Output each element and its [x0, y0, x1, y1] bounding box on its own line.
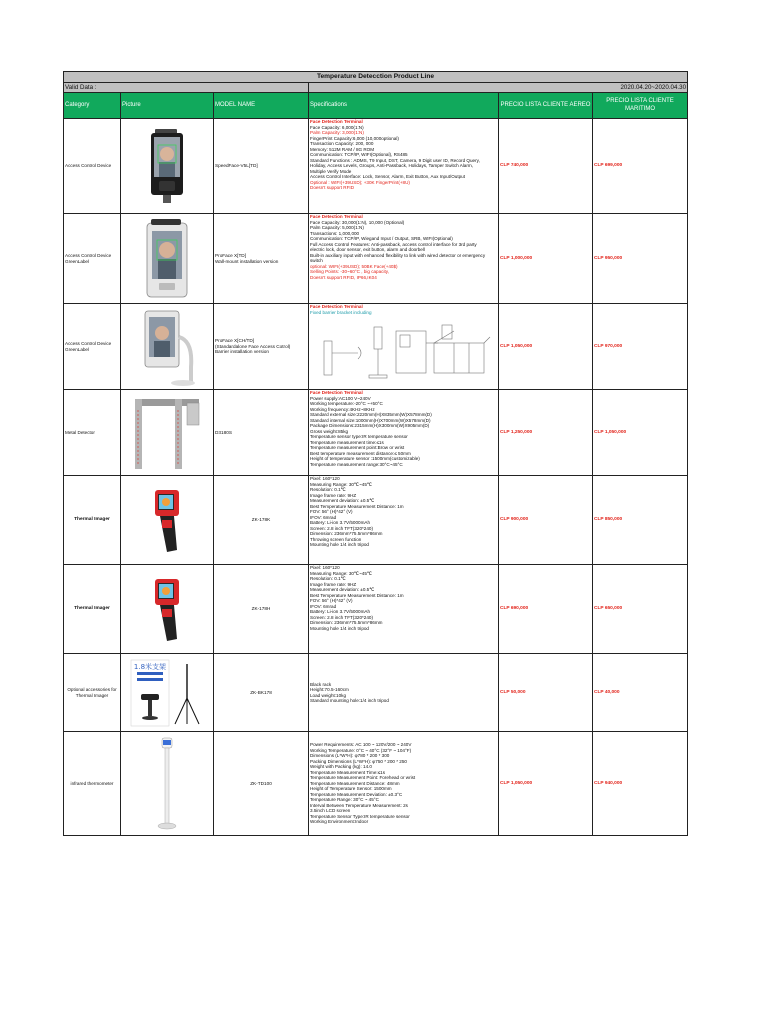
spec-line: Gross weight:85kg	[310, 428, 349, 434]
spec-line: Throwing screen function	[310, 536, 362, 542]
row-specs	[309, 304, 499, 390]
row-model	[214, 732, 309, 836]
model-line: ZK-178K	[251, 517, 271, 523]
spec-line: Power supply:AC100 V~240V	[310, 395, 371, 401]
row-specs	[309, 390, 499, 476]
proface-barrier-image	[121, 304, 214, 390]
spec-line: Working Environment:Indoor	[310, 819, 369, 825]
price-air: CLP 740,000	[499, 119, 593, 214]
spec-line: Temperature Measurement Distance: 48mm	[310, 780, 400, 786]
sheet-title: Temperature Detecction Product Line	[64, 72, 688, 83]
price-sea: CLP 699,000	[593, 119, 688, 214]
row-category: Thermal Imager	[64, 565, 121, 654]
spec-line: Face Detection Terminal	[310, 390, 363, 395]
spec-line: Mounting hole 1/4 inch tripod	[310, 542, 369, 547]
spec-line: FingerPrint Capacity:6,000 (10,000optional)	[310, 135, 399, 141]
spec-line: Communication: TCP/IP, WIFI(Optional), RS485	[310, 152, 408, 157]
spec-line: Measuring Range: 30℃~45℃	[310, 570, 373, 576]
spec-line: Load weight:10kg	[310, 692, 347, 698]
spec-line: Temperature Measurement Time:≤1s	[310, 769, 386, 775]
spec-line: FOV: 56° (H)*42° (V)	[310, 598, 353, 603]
spec-line: Access Control Interface: Lock, Sensor, Alarm, Exit Button, Aux Input/Output	[310, 174, 465, 179]
table-row	[64, 654, 688, 732]
price-sea: CLP 40,000	[593, 654, 688, 732]
spec-line: Standard external size:2220mm(H)X835mm(W)X578mm(D)	[310, 412, 432, 417]
col-header-price-sea: PRECIO LISTA CLIENTE MARITIMO	[593, 93, 688, 119]
spec-line: IFOV: 6mrad	[310, 514, 337, 520]
tripod-image	[121, 654, 214, 732]
col-header-model: MODEL NAME	[214, 93, 309, 119]
col-header-specs: Specifications	[309, 93, 499, 119]
spec-line: Mounting hole 1/4 inch tripod	[310, 625, 369, 631]
spec-line: electric lock, door sensor, exit button, alarm and doorbell	[310, 247, 425, 252]
product-price-table	[63, 71, 688, 836]
spec-line: 3.5inch LCD screen	[310, 808, 351, 814]
spec-line: IFOV: 6mrad	[310, 603, 337, 609]
spec-line: Dimensions (L*W*H): φ780 * 200 * 300	[310, 753, 390, 759]
spec-line: Palm Capacity: 3,000(1:N)	[310, 130, 364, 135]
spec-line: Pixel: 160*120	[310, 476, 340, 481]
spec-line: Temperature measurement range:30°C~45°C	[310, 461, 403, 467]
row-model	[214, 119, 309, 214]
spec-line: Communication: TCP/IP, Wiegand Input / Output, SRB, WIFI(Optional)	[310, 236, 453, 241]
spec-line: Palm Capacity: 5,000(1:N)	[310, 225, 364, 230]
spec-line: Working frequency:4KHz~8KHz	[310, 406, 375, 412]
spec-line: Packing Dimensions (L*W*H): φ750 * 200 * 250	[310, 758, 407, 764]
row-category: infrared thermometer	[64, 732, 121, 836]
table-row	[64, 214, 688, 304]
spec-line: Built-in auxiliary input with enhanced flexibility to link with wired detector or emergency	[310, 252, 486, 258]
spec-line: Face Detection Terminal	[310, 119, 363, 124]
spec-line: Height:70.5-160cm	[310, 687, 349, 692]
spec-line: Optional : WIFI(+39USD); +30K FingerPrint(+8U)	[310, 179, 410, 185]
spec-line: Resolution: 0.1℃	[310, 487, 346, 492]
spec-line: Standard mounting hole:1/4 inch tripod	[310, 698, 389, 703]
table-row	[64, 119, 688, 214]
price-air: CLP 1,050,000	[499, 304, 593, 390]
row-specs	[309, 119, 499, 214]
model-line: ProFace X[TD]	[215, 252, 246, 258]
row-model	[214, 565, 309, 654]
valid-data-row	[64, 83, 688, 93]
face-terminal-image	[121, 119, 214, 214]
spec-line: Measurement deviation: ±0.5℃	[310, 498, 375, 503]
header-row	[64, 93, 688, 119]
spec-line: Standard internal size:1000mm(H)X700mm(W)X578mm(D)	[310, 417, 431, 423]
price-sea: CLP 950,000	[593, 214, 688, 304]
price-air: CLP 50,000	[499, 654, 593, 732]
spec-line: Temperature Range: 30°C ~ 45°C	[310, 797, 379, 803]
row-model	[214, 304, 309, 390]
spec-line: Power Requirements: AC 100 ~ 120V/200 ~ 240V	[310, 742, 412, 748]
row-specs	[309, 214, 499, 304]
row-category: Access Control Device	[64, 119, 121, 214]
valid-data-dates: 2020.04.20~2020.04.30	[309, 83, 688, 93]
spec-line: Temperature measurement point:Brow or wrist	[310, 445, 405, 450]
spec-line: optional: WIFI(+39USD); 50BK Face(+40$)	[310, 263, 398, 269]
price-air: CLP 1,050,000	[499, 732, 593, 836]
spec-line: Working temperature:-20°C ~+50°C	[310, 401, 383, 406]
spec-line: FOV: 56° (H)*42° (V)	[310, 509, 353, 514]
model-line: ProFace X[CH/TD]	[215, 338, 255, 344]
row-category: Metal Detector	[64, 390, 121, 476]
spec-line: Package Dimensions:2315mm(H)X300mm(W)X905mm(D)	[310, 423, 430, 428]
table-row	[64, 390, 688, 476]
spec-line: Multiple Verify Mode	[310, 168, 352, 174]
row-model	[214, 654, 309, 732]
barrier-installation-diagram	[314, 317, 494, 381]
spec-line: Temperature Sensor Type:IR temperature sensor	[310, 813, 410, 819]
table-row	[64, 732, 688, 836]
col-header-category: Category	[64, 93, 121, 119]
spec-line: Screen: 2.8 inch TFT(320*240)	[310, 525, 373, 531]
row-specs	[309, 654, 499, 732]
spec-line: Fixed barrier bracket including	[310, 309, 372, 315]
model-line: Barrier installation version	[215, 349, 269, 355]
spec-line: Measuring Range: 30℃~45℃	[310, 481, 373, 487]
row-specs	[309, 732, 499, 836]
price-sea: CLP 970,000	[593, 304, 688, 390]
model-line: ZK-TD100	[250, 780, 272, 786]
spec-line: Height of temperature sensor :1500mm(customizable)	[310, 456, 420, 461]
spec-line: Selling Points: -30~60°C , big capacity,	[310, 269, 389, 274]
model-line: SpeedFace-V5L[TD]	[215, 163, 258, 169]
table-row	[64, 476, 688, 565]
spec-line: Temperature Measurement Point: Forehead or wrist	[310, 775, 416, 781]
spec-line: Interval Between Temperature Measurement: 2s	[310, 802, 408, 808]
spec-line: Full Access Control Features: Anti-passback, access control interface for 3rd party	[310, 241, 477, 247]
col-header-price-air: PRECIO LISTA CLIENTE AEREO	[499, 93, 593, 119]
spec-line: Best temperature measurement distance:≤ 50mm	[310, 450, 411, 456]
spec-line: Memory: 512M RAM / 8G ROM	[310, 146, 375, 152]
thermometer-stand-image	[121, 732, 214, 836]
spec-line: Holiday, Access Levels, Groups, Anti-Passback, Holidays, Tamper Switch Alarm,	[310, 163, 473, 168]
model-line: D3180S	[215, 429, 232, 435]
spec-line: Standard Functions : ADMS, T9 Input, DST, Camera, 9 Digit user ID, Record Query,	[310, 157, 480, 163]
thermal-imager-image	[121, 565, 214, 654]
row-category: Access Control Device GreenLabel	[64, 304, 121, 390]
col-header-picture: Picture	[121, 93, 214, 119]
model-line: ZK-178H	[251, 606, 271, 612]
spec-line: Battery: Li-ion 3.7V/5000mAh	[310, 520, 371, 525]
thermal-imager-image	[121, 476, 214, 565]
spec-line: Transactions: 1,000,000	[310, 230, 360, 236]
spec-line: Working Temperature: 0°C ~ 40°C (32°F ~ 104°F)	[310, 747, 412, 753]
spec-line: Doesn't support RFID, IP66,IK04	[310, 274, 377, 280]
spec-line: Image frame rate: 9HZ	[310, 581, 357, 587]
walkthrough-detector-image	[121, 390, 214, 476]
spec-line: Dimension: 236mm*75.5mm*86mm	[310, 620, 383, 625]
spec-line: Dimension: 236mm*75.5mm*86mm	[310, 531, 383, 536]
spec-line: Best Temperature Measurement Distance: 1m	[310, 503, 404, 509]
price-sea: CLP 1,050,000	[593, 390, 688, 476]
price-air: CLP 900,000	[499, 476, 593, 565]
spec-line: Temperature measurement time:≤1s	[310, 439, 384, 445]
spec-line: Weight with Packing (kg): 14.0	[310, 764, 372, 770]
spec-line: Face Detection Terminal	[310, 214, 363, 219]
proface-wall-image	[121, 214, 214, 304]
spec-line: Face Capacity: 6,000(1:N)	[310, 124, 364, 130]
spec-line: Temperature sensor type:IR temperature sensor	[310, 434, 408, 439]
row-category: Access Control Device GreenLabel	[64, 214, 121, 304]
valid-data-label: Valid Data :	[64, 83, 309, 93]
spec-line: Height of Temperature Sensor: 1500mm	[310, 786, 392, 792]
price-air: CLP 1,250,000	[499, 390, 593, 476]
spec-line: Pixel: 160*120	[310, 565, 340, 570]
model-line: Wall-mount installation version	[215, 258, 279, 264]
price-sea: CLP 940,000	[593, 732, 688, 836]
table-row	[64, 304, 688, 390]
spec-line: Measurement deviation: ±0.5℃	[310, 587, 375, 592]
row-category: Optional accessories for Thermal Imager	[64, 654, 121, 732]
spec-line: Black rack	[310, 681, 332, 687]
row-specs	[309, 565, 499, 654]
price-sea: CLP 850,000	[593, 476, 688, 565]
spec-line: Resolution: 0.1℃	[310, 576, 346, 581]
spec-line: Screen: 2.8 inch TFT(320*240)	[310, 614, 373, 620]
spec-line: Best Temperature Measurement Distance: 1m	[310, 592, 404, 598]
spec-line: Temperature Measurement Deviation: ±0.3°C	[310, 791, 403, 797]
model-line: ZK-BK178	[250, 689, 272, 695]
spec-line: Face Capacity: 30,000(1:N), 10,000 (Optional)	[310, 219, 405, 225]
title-row	[64, 72, 688, 83]
row-category: Thermal Imager	[64, 476, 121, 565]
table-row	[64, 565, 688, 654]
spec-line: Image frame rate: 9HZ	[310, 492, 357, 498]
price-sea: CLP 650,000	[593, 565, 688, 654]
model-line: (Standardalone Face Access Cotrol)	[215, 343, 291, 349]
spec-line: Doesn't support RFID	[310, 185, 355, 190]
spec-line: Transaction Capacity: 200, 000	[310, 141, 374, 146]
row-model	[214, 476, 309, 565]
row-model	[214, 214, 309, 304]
row-specs	[309, 476, 499, 565]
price-air: CLP 1,000,000	[499, 214, 593, 304]
accessory-image-text: 1.8米支架	[133, 662, 167, 671]
price-air: CLP 690,000	[499, 565, 593, 654]
row-model	[214, 390, 309, 476]
spec-line: Face Detection Terminal	[310, 304, 363, 309]
spec-line: switch	[310, 258, 323, 263]
spec-line: Battery: Li-ion 3.7V/5000mAh	[310, 609, 371, 614]
